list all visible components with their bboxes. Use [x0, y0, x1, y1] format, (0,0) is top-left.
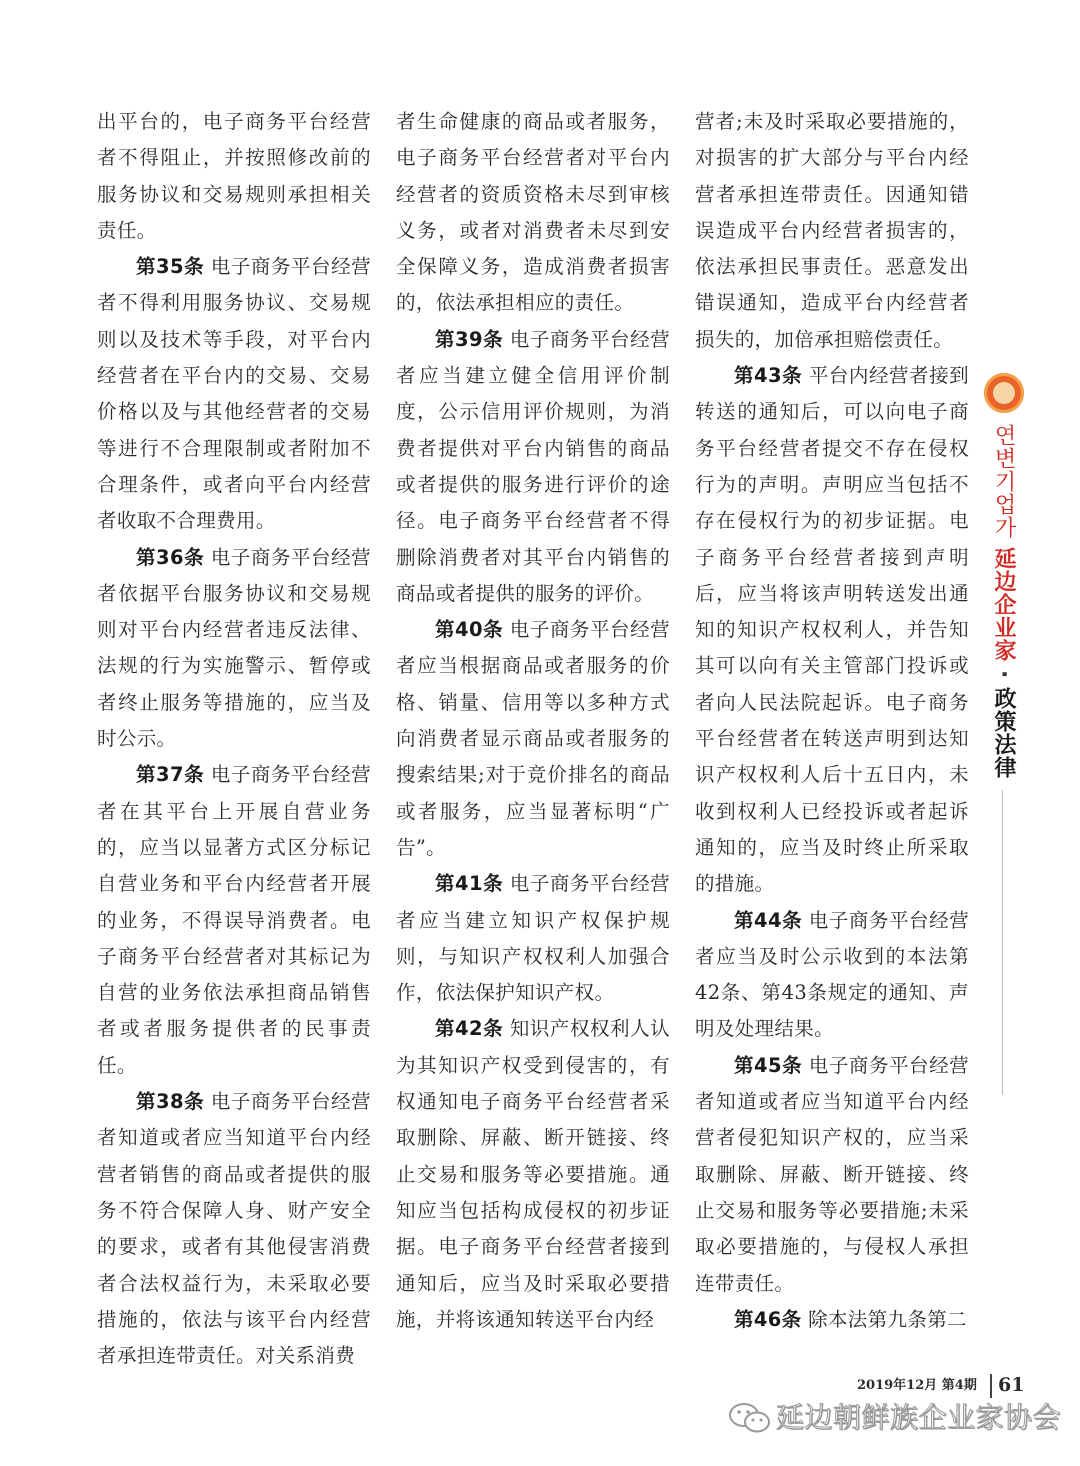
issue-date: 2019年12月 第4期 [857, 1378, 977, 1393]
sidebar-korean-title: 연변기업가 [991, 424, 1016, 539]
article-38: 第38条 电子商务平台经营者知道或者应当知道平台内经营者销售的商品或者提供的服务不符合保障人身、财产安全的要求，或者有其他侵害消费者合法权益行为，未采取必要措施的，依法与该平台内经营者承担连带责任。对关系消费 [97, 1090, 371, 1368]
article-36: 第36条 电子商务平台经营者依据平台服务协议和交易规则对平台内经营者违反法律、法规的行为实施警示、暂停或者终止服务等措施的，应当及时公示。 [97, 545, 371, 751]
article-44: 第44条 电子商务平台经营者应当及时公示收到的本法第42条、第43条规定的通知、声明及处理结果。 [695, 908, 969, 1041]
sidebar-section-name: 政策法律 [991, 687, 1016, 780]
text-column-3 [695, 104, 969, 1338]
article-number: 第36条 [136, 545, 205, 569]
article-39: 第39条 电子商务平台经营者应当建立健全信用评价制度，公示信用评价规则，为消费者提供对平台内销售的商品或者提供的服务进行评价的途径。电子商务平台经营者不得删除消费者对其平台内销售的商品或者提供的服务的评价。 [396, 327, 670, 605]
wechat-icon [728, 1402, 772, 1434]
sidebar-chinese-title: 延边企业家 [991, 547, 1016, 662]
article-40: 第40条 电子商务平台经营者应当根据商品或者服务的价格、销量、信用等以多种方式向消费者显示商品或者服务的搜索结果;对于竞价排名的商品或者服务，应当显著标明“广告”。 [396, 618, 670, 859]
article-number: 第39条 [435, 327, 504, 351]
footer-divider [990, 1374, 992, 1398]
article-45: 第45条 电子商务平台经营者知道或者应当知道平台内经营者侵犯知识产权的，应当采取删除、屏蔽、断开链接、终止交易和服务等必要措施;未采取必要措施的，与侵权人承担连带责任。 [695, 1053, 969, 1295]
article-42: 第42条 知识产权权利人认为其知识产权受到侵害的，有权通知电子商务平台经营者采取删除、屏蔽、断开链接、终止交易和服务等必要措施。通知应当包括构成侵权的初步证据。电子商务平台经营者接到通知后，应当及时采取必要措施，并将该通知转送平台内经 [396, 1017, 670, 1331]
sidebar-divider [1002, 790, 1003, 1095]
article-number: 第40条 [435, 618, 504, 642]
paragraph: 者生命健康的商品或者服务，电子商务平台经营者对平台内经营者的资质资格未尽到审核义务，或者对消费者未尽到安全保障义务，造成消费者损害的，依法承担相应的责任。 [396, 110, 670, 315]
magazine-logo-icon [984, 373, 1024, 413]
article-35: 第35条 电子商务平台经营者不得利用服务协议、交易规则以及技术等手段，对平台内经营者在平台内的交易、交易价格以及与其他经营者的交易等进行不合理限制或者附加不合理条件，或者向平台内经营者收取不合理费用。 [97, 255, 371, 533]
article-41: 第41条 电子商务平台经营者应当建立知识产权保护规则，与知识产权权利人加强合作，依法保护知识产权。 [396, 872, 670, 1005]
article-37: 第37条 电子商务平台经营者在其平台上开展自营业务的，应当以显著方式区分标记自营业务和平台内经营者开展的业务，不得误导消费者。电子商务平台经营者对其标记为自营的业务依法承担商品销售者或者服务提供者的民事责任。 [97, 763, 371, 1077]
paragraph: 营者;未及时采取必要措施的，对损害的扩大部分与平台内经营者承担连带责任。因通知错误造成平台内经营者损害的，依法承担民事责任。恶意发出错误通知，造成平台内经营者损失的，加倍承担赔偿责任。 [695, 110, 969, 351]
article-number: 第45条 [734, 1053, 803, 1077]
article-number: 第42条 [435, 1017, 504, 1041]
article-46: 第46条 除本法第九条第二 [734, 1307, 967, 1331]
article-number: 第37条 [136, 763, 205, 787]
watermark-account-name: 延边朝鲜族企业家协会 [776, 1401, 1062, 1434]
article-number: 第38条 [136, 1090, 205, 1114]
article-43: 第43条 平台内经营者接到转送的通知后，可以向电子商务平台经营者提交不存在侵权行为的声明。声明应当包括不存在侵权行为的初步证据。电子商务平台经营者接到声明后，应当将该声明转送发出通知的知识产权权利人，并告知其可以向有关主管部门投诉或者向人民法院起诉。电子商务平台经营者在转送声明到达知识产权权利人后十五日内，未收到权利人已经投诉或者起诉通知的，应当及时终止所采取的措施。 [695, 364, 969, 896]
sidebar-magazine-title [986, 424, 1020, 779]
article-number: 第46条 [734, 1307, 802, 1331]
article-number: 第43条 [734, 364, 803, 388]
text-column-1 [97, 104, 371, 1374]
article-number: 第44条 [734, 908, 803, 932]
paragraph: 出平台的，电子商务平台经营者不得阻止，并按照修改前的服务协议和交易规则承担相关责任。 [97, 110, 371, 242]
sidebar-dot: · [991, 670, 1016, 680]
article-number: 第35条 [136, 255, 205, 279]
article-number: 第41条 [435, 872, 504, 896]
page-number: 61 [998, 1374, 1025, 1396]
text-column-2 [396, 104, 670, 1338]
